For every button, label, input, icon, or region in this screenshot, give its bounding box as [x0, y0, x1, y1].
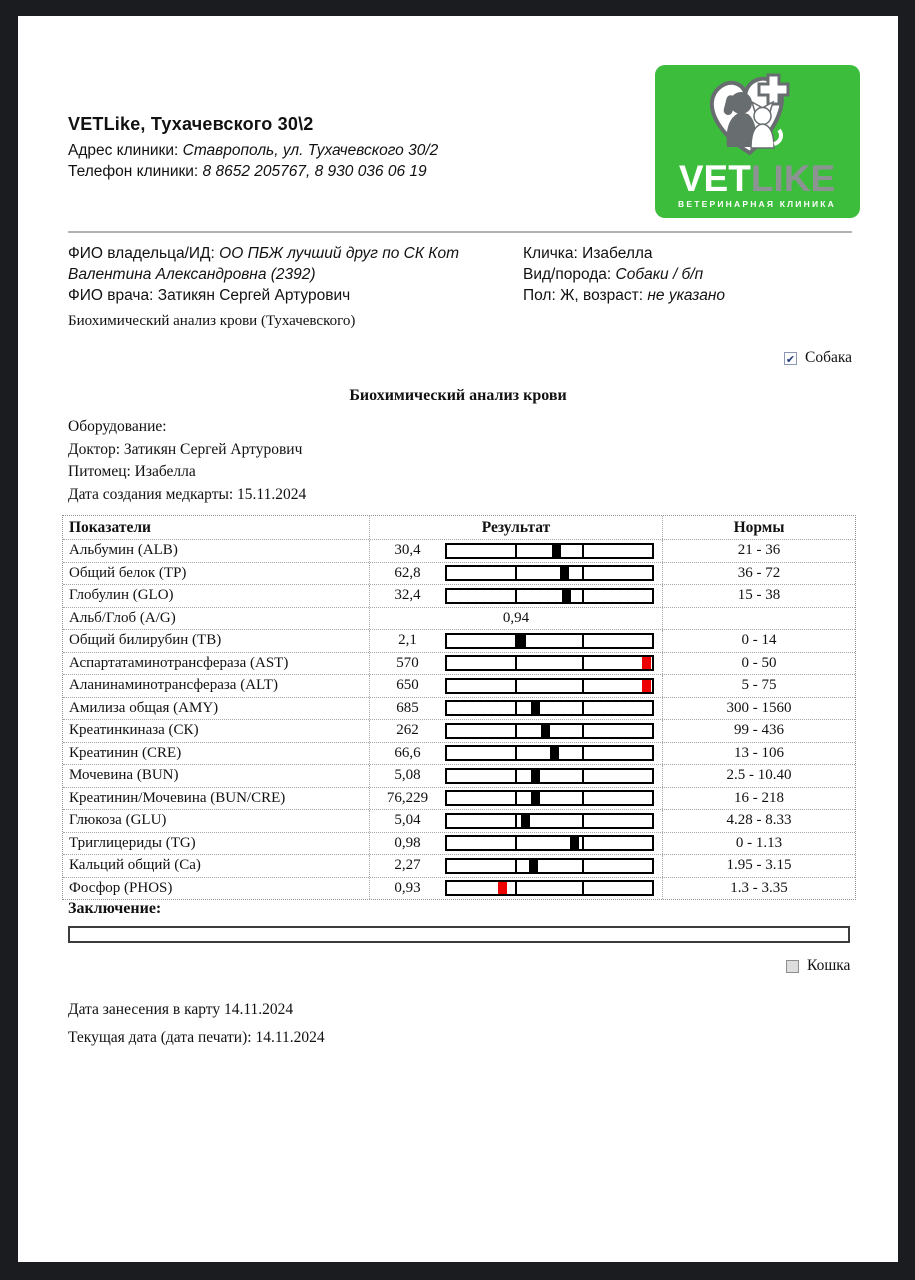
norm-range: 0 - 50 [741, 654, 777, 671]
parameter-name: Альб/Глоб (A/G) [69, 609, 176, 626]
table-row [63, 764, 855, 787]
dog-check-row [784, 349, 852, 367]
result-cell [369, 608, 663, 630]
result-cell [369, 743, 663, 765]
result-value: 570 [396, 654, 419, 671]
result-value: 30,4 [394, 542, 421, 559]
parameter-name: Креатинин/Мочевина (BUN/CRE) [69, 789, 286, 806]
pet-line: Питомец: Изабелла [68, 463, 196, 480]
table-body [63, 539, 855, 899]
conclusion-label: Заключение: [68, 900, 162, 917]
result-value: 2,27 [394, 857, 421, 874]
clinic-address-value: Ставрополь, ул. Тухачевского 30/2 [182, 142, 439, 159]
doctor-line: Доктор: Затикян Сергей Артурович [68, 440, 303, 458]
result-range-bar [445, 565, 654, 581]
result-value: 650 [396, 677, 419, 694]
result-value: 0,98 [394, 834, 421, 851]
header-parameters: Показатели [69, 518, 151, 536]
table-row [63, 877, 855, 900]
result-range-bar [445, 813, 654, 829]
pet-name-label: Кличка: [523, 245, 578, 262]
header-norms: Нормы [733, 518, 785, 536]
result-marker [531, 792, 540, 804]
norm-range: 5 - 75 [741, 677, 777, 694]
table-row [63, 719, 855, 742]
norm-range: 1.3 - 3.35 [730, 879, 788, 896]
table-row [63, 674, 855, 697]
result-marker [550, 747, 559, 759]
parameter-name: Фосфор (PHOS) [69, 879, 173, 896]
parameter-name: Мочевина (BUN) [69, 767, 179, 784]
result-marker [498, 882, 507, 894]
equipment-line: Оборудование: [68, 418, 167, 435]
cat-check-row [786, 957, 850, 975]
result-cell [369, 765, 663, 787]
entry-date-line: Дата занесения в карту 14.11.2024 [68, 1001, 294, 1018]
clinic-phone [68, 161, 438, 182]
result-range-bar [445, 745, 654, 761]
result-marker [642, 680, 651, 692]
result-cell [369, 810, 663, 832]
parameter-name: Триглицериды (TG) [69, 834, 196, 851]
report-title: Биохимический анализ крови [349, 387, 567, 404]
norm-range: 21 - 36 [737, 542, 781, 559]
report-info-block [68, 416, 306, 506]
clinic-phone-value: 8 8652 205767, 8 930 036 06 19 [202, 163, 427, 180]
sex-age-line [523, 285, 859, 306]
result-marker [541, 725, 550, 737]
conclusion-input[interactable] [68, 926, 850, 943]
clinic-address-label: Адрес клиники: [68, 142, 179, 159]
clinic-address [68, 140, 438, 161]
result-value: 76,229 [386, 789, 429, 806]
table-row [63, 854, 855, 877]
result-cell [369, 855, 663, 877]
norm-range: 36 - 72 [737, 564, 781, 581]
parameter-name: Альбумин (ALB) [69, 542, 178, 559]
footer-dates [68, 996, 325, 1052]
result-value: 32,4 [394, 587, 421, 604]
owner-column [68, 243, 526, 306]
result-range-bar [445, 723, 654, 739]
header-divider [68, 231, 852, 233]
pet-name-value: Изабелла [582, 245, 653, 262]
result-range-bar [445, 768, 654, 784]
parameter-name: Амилиза общая (AMY) [69, 699, 219, 716]
cat-checkbox[interactable] [786, 960, 799, 973]
table-row [63, 607, 855, 630]
result-cell [369, 563, 663, 585]
result-marker [570, 837, 579, 849]
result-range-bar [445, 858, 654, 874]
result-cell [369, 630, 663, 652]
header-result: Результат [369, 516, 663, 539]
result-cell [369, 788, 663, 810]
table-row [63, 697, 855, 720]
report-subtitle: Биохимический анализ крови (Тухачевского) [68, 313, 356, 329]
parameter-name: Аланинаминотрансфераза (ALT) [69, 677, 278, 694]
result-value: 262 [396, 722, 419, 739]
result-value: 5,08 [394, 767, 421, 784]
norm-range: 4.28 - 8.33 [726, 812, 792, 829]
result-cell [369, 833, 663, 855]
table-row [63, 742, 855, 765]
clinic-phone-label: Телефон клиники: [68, 163, 199, 180]
sex-value: Ж, [560, 287, 579, 304]
owner-label: ФИО владельца/ИД: [68, 245, 215, 262]
result-marker [521, 815, 530, 827]
norm-range: 0 - 14 [741, 632, 777, 649]
result-cell [369, 540, 663, 562]
result-marker [531, 702, 540, 714]
age-value: не указано [647, 287, 725, 304]
breed-line [523, 264, 859, 285]
norm-range: 300 - 1560 [726, 699, 792, 716]
parameter-name: Кальций общий (Ca) [69, 857, 201, 874]
result-cell [369, 585, 663, 607]
table-row [63, 809, 855, 832]
result-value: 2,1 [398, 632, 417, 649]
doctor-value: Затикян Сергей Артурович [157, 287, 351, 304]
result-marker [529, 860, 538, 872]
norm-range: 2.5 - 10.40 [726, 767, 792, 784]
doctor-label: ФИО врача: [68, 287, 154, 304]
result-value: 62,8 [394, 564, 421, 581]
parameter-name: Общий белок (TP) [69, 564, 187, 581]
result-value: 5,04 [394, 812, 421, 829]
result-cell [369, 675, 663, 697]
result-range-bar [445, 633, 654, 649]
norm-range: 99 - 436 [734, 722, 784, 739]
table-row [63, 539, 855, 562]
result-marker [562, 590, 571, 602]
parameter-name: Общий билирубин (TB) [69, 632, 222, 649]
logo-subtitle: ВЕТЕРИНАРНАЯ КЛИНИКА [678, 199, 836, 209]
result-range-bar [445, 543, 654, 559]
table-row [63, 562, 855, 585]
parameter-name: Аспартатаминотрансфераза (AST) [69, 654, 289, 671]
result-cell [369, 653, 663, 675]
clinic-name: VETLike, Тухачевского 30\2 [68, 114, 314, 134]
table-row [63, 584, 855, 607]
result-value: 0,94 [502, 609, 530, 626]
print-date-line: Текущая дата (дата печати): 14.11.2024 [68, 1029, 325, 1046]
table-row [63, 787, 855, 810]
result-cell [369, 878, 663, 900]
result-range-bar [445, 655, 654, 671]
result-value: 0,93 [394, 879, 421, 896]
norm-range: 1.95 - 3.15 [726, 857, 792, 874]
norm-range: 15 - 38 [737, 587, 781, 604]
result-marker [642, 657, 651, 669]
dog-checkbox[interactable]: ✔ [785, 352, 796, 366]
result-cell [369, 698, 663, 720]
document-page [18, 16, 898, 1262]
breed-value: Собаки / б/п [615, 266, 704, 283]
vetlike-logo [655, 65, 860, 218]
result-marker [560, 567, 569, 579]
result-range-bar [445, 588, 654, 604]
parameter-name: Креатинкиназа (СК) [69, 722, 199, 739]
pet-name-line [523, 243, 859, 264]
owner-value: ОО ПБЖ лучший друг по СК Кот Валентина Александровна (2392) [68, 245, 459, 283]
table-header [63, 516, 855, 539]
dog-checkbox-label: Собака [805, 349, 853, 366]
result-value: 66,6 [394, 744, 421, 761]
result-marker [531, 770, 540, 782]
result-range-bar [445, 678, 654, 694]
card-date-line: Дата создания медкарты: 15.11.2024 [68, 485, 307, 503]
breed-label: Вид/порода: [523, 266, 612, 283]
table-row [63, 832, 855, 855]
norm-range: 16 - 218 [734, 789, 784, 806]
cat-checkbox-label: Кошка [807, 957, 851, 974]
parameter-name: Креатинин (CRE) [69, 744, 182, 761]
vetlike-logo-image [655, 65, 860, 218]
result-range-bar [445, 700, 654, 716]
norm-range: 0 - 1.13 [735, 834, 783, 851]
norm-range: 13 - 106 [734, 744, 784, 761]
parameter-name: Глобулин (GLO) [69, 587, 174, 604]
results-table [62, 515, 856, 900]
age-label: возраст: [583, 287, 644, 304]
result-cell [369, 720, 663, 742]
result-range-bar [445, 790, 654, 806]
result-range-bar [445, 880, 654, 896]
clinic-header [68, 114, 438, 182]
logo-wordmark: VETLIKE [678, 158, 836, 199]
parameter-name: Глюкоза (GLU) [69, 812, 167, 829]
table-row [63, 629, 855, 652]
result-marker [517, 635, 526, 647]
result-value: 685 [396, 699, 419, 716]
sex-label: Пол: [523, 287, 556, 304]
result-range-bar [445, 835, 654, 851]
result-marker [552, 545, 561, 557]
patient-column [523, 243, 859, 306]
table-row [63, 652, 855, 675]
